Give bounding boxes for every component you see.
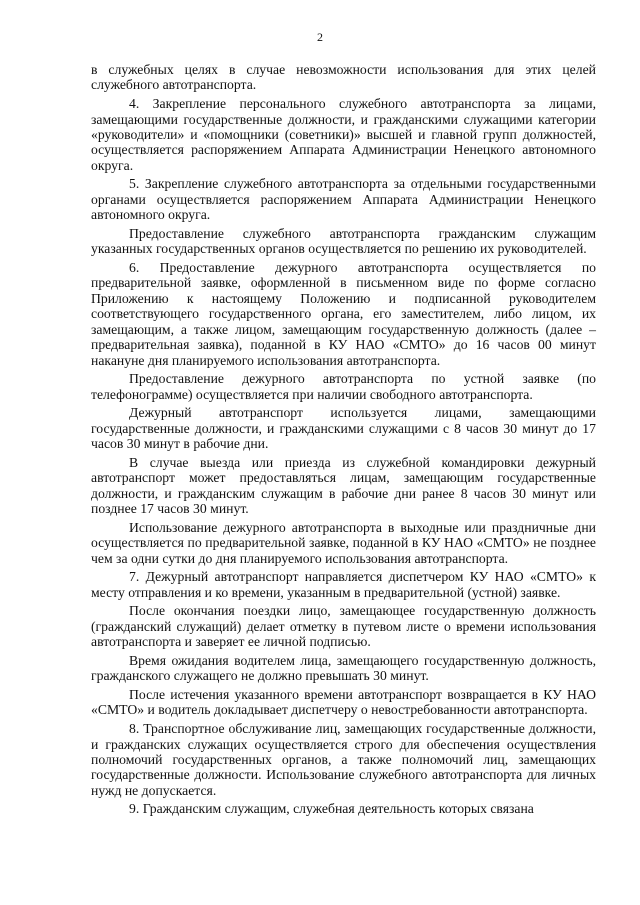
- paragraph: После окончания поездки лицо, замещающее государственную должность (гражданский служащий) делает отметку в путевом листе о времени использования автотранспорта и заверяет ее личной подписью.: [91, 603, 596, 650]
- paragraph-item-8: 8. Транспортное обслуживание лиц, замещающих государственные должности, и гражданских служащих осуществляется строго для обеспечения осуществления полномочий государственных органов, а также полномочий лиц, замещающих государственные должности. Использование служебного автотранспорта для личных нужд не допускается.: [91, 721, 596, 798]
- paragraph: Время ожидания водителем лица, замещающего государственную должность, гражданского служащего не должно превышать 30 минут.: [91, 652, 596, 684]
- paragraph: Предоставление служебного автотранспорта гражданским служащим указанных государственных органов осуществляется по решению их руководителей.: [91, 225, 596, 257]
- paragraph: Дежурный автотранспорт используется лицами, замещающими государственные должности, и гражданскими служащими с 8 часов 30 минут до 17 часов 30 минут в рабочие дни.: [91, 405, 596, 452]
- paragraph: Предоставление дежурного автотранспорта по устной заявке (по телефонограмме) осуществляется при наличии свободного автотранспорта.: [91, 371, 596, 402]
- paragraph: После истечения указанного времени автотранспорт возвращается в КУ НАО «СМТО» и водитель докладывает диспетчеру о невостребованности автотранспорта.: [91, 687, 596, 718]
- paragraph-item-5: 5. Закрепление служебного автотранспорта за отдельными государственными органами осуществляется распоряжением Аппарата Администрации Ненецкого автономного округа.: [91, 176, 596, 223]
- paragraph-item-4: 4. Закрепление персонального служебного автотранспорта за лицами, замещающими государственные должности, и гражданскими служащими категории «руководители» и «помощники (советники)» высшей и главной групп должностей, осуществляется распоряжением Аппарата Администрации Ненецкого автономного округа.: [91, 96, 596, 173]
- page-number: 2: [317, 30, 323, 44]
- paragraph-item-9: 9. Гражданским служащим, служебная деятельность которых связана: [129, 801, 534, 817]
- paragraph: В случае выезда или приезда из служебной командировки дежурный автотранспорт может предоставляться лицам, замещающим государственные должности, и гражданским служащим в рабочие дни ранее 8 часов 30 минут или позднее 17 часов 30 минут.: [91, 454, 596, 517]
- paragraph: Использование дежурного автотранспорта в выходные или праздничные дни осуществляется по предварительной заявке, поданной в КУ НАО «СМТО» не позднее чем за одни сутки до дня планируемого использования автотранспорта.: [91, 519, 596, 566]
- document-body: [91, 62, 596, 820]
- paragraph-item-6: 6. Предоставление дежурного автотранспорта осуществляется по предварительной заявке, оформленной в письменном виде по форме согласно Приложению к настоящему Положению и подписанной руководителем соответствующего государственного органа, его заместителем, либо лицом, их замещающим, а также лицом, замещающим государственную должность (далее – предварительная заявка), поданной в КУ НАО «СМТО» до 16 часов 00 минут накануне дня планируемого использования автотранспорта.: [91, 260, 596, 368]
- paragraph-item-7: 7. Дежурный автотранспорт направляется диспетчером КУ НАО «СМТО» к месту отправления и ко времени, указанным в предварительной (устной) заявке.: [91, 569, 596, 600]
- paragraph-continuation: в служебных целях в случае невозможности использования для этих целей служебного автотранспорта.: [91, 62, 596, 93]
